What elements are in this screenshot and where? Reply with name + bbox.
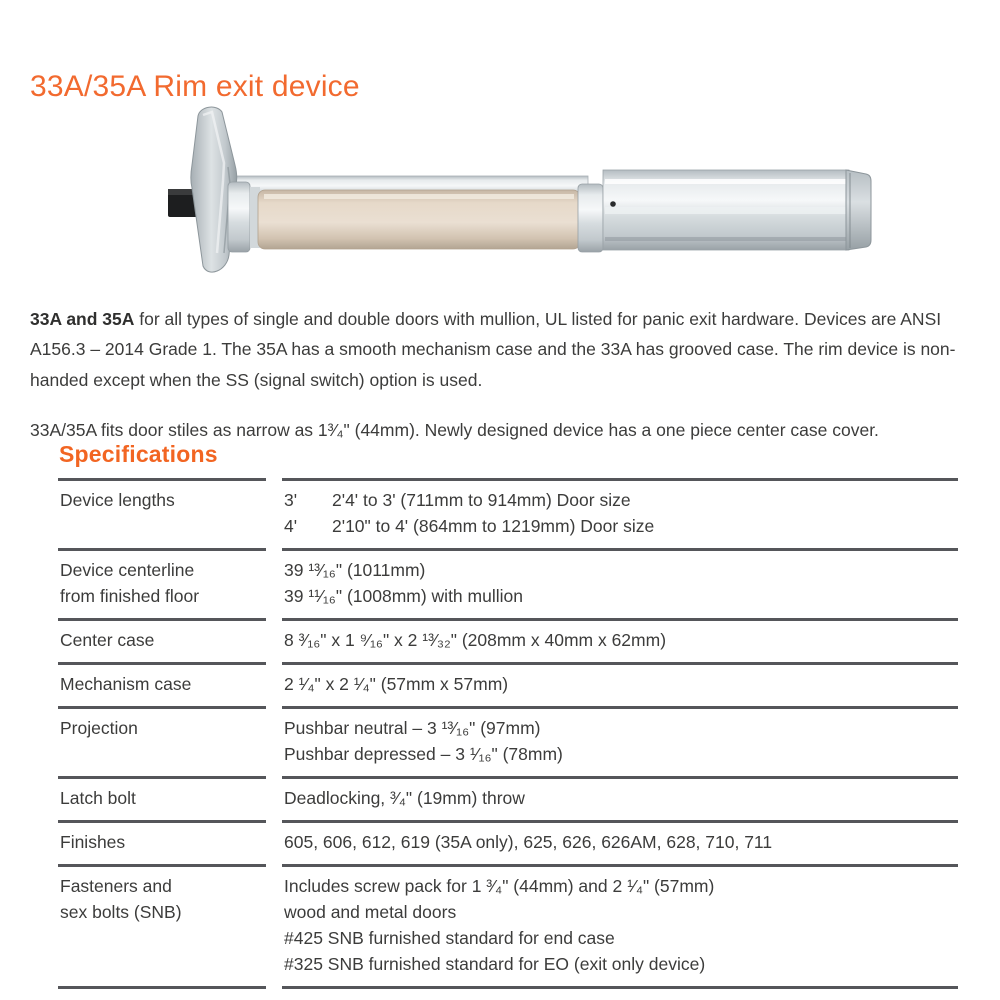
spec-label-line: Mechanism case [60, 674, 192, 694]
length-size: 3' [284, 490, 298, 510]
pushbar-collar-right [578, 184, 603, 252]
spec-value-line: #325 SNB furnished standard for EO (exit only device) [284, 954, 706, 974]
intro-paragraph [30, 304, 980, 396]
spec-value-line: Pushbar neutral – 3 ¹³⁄₁₆" (97mm) [284, 718, 541, 738]
spec-label-projection [58, 706, 266, 776]
page-title: 33A/35A Rim exit device [30, 70, 360, 104]
spec-label-line: Fasteners and [60, 876, 172, 896]
length-size: 4' [284, 516, 298, 536]
spec-value-fasteners [282, 864, 958, 989]
spec-value-projection [282, 706, 958, 776]
spec-label-line: from finished floor [60, 586, 200, 606]
spec-label-mechanism-case [58, 662, 266, 706]
spec-value-device-centerline [282, 548, 958, 618]
screw-hole [610, 201, 616, 207]
spec-label-line: Projection [60, 718, 138, 738]
spec-label-center-case [58, 618, 266, 662]
spec-label-fasteners [58, 864, 266, 989]
spec-value-device-lengths [282, 478, 958, 548]
intro-lead: 33A and 35A [30, 308, 135, 329]
spec-value-line: Pushbar depressed – 3 ¹⁄₁₆" (78mm) [284, 744, 563, 764]
spec-value-line: Deadlocking, ³⁄₄" (19mm) throw [284, 788, 525, 808]
spec-label-device-centerline [58, 548, 266, 618]
product-photo [140, 103, 900, 285]
specifications-section [58, 441, 958, 989]
spec-value-line: 2 ¹⁄₄" x 2 ¹⁄₄" (57mm x 57mm) [284, 674, 509, 694]
door-stile-note: 33A/35A fits door stiles as narrow as 1³⁄₄" (44mm). Newly designed device has a one piece center case cover. [30, 419, 879, 440]
length-range: 2'10" to 4' (864mm to 1219mm) Door size [332, 516, 655, 536]
exit-device-illustration [140, 103, 900, 285]
spec-value-line: Includes screw pack for 1 ³⁄₄" (44mm) and 2 ¹⁄₄" (57mm) [284, 876, 715, 896]
specifications-table [58, 478, 958, 989]
spec-label-line: Latch bolt [60, 788, 136, 808]
specifications-heading: Specifications [59, 441, 218, 467]
pushbar-collar-left [228, 182, 250, 252]
spec-label-line: Device lengths [60, 490, 175, 510]
spec-label-line: Center case [60, 630, 155, 650]
spec-value-line: 605, 606, 612, 619 (35A only), 625, 626, 626AM, 628, 710, 711 [284, 832, 773, 852]
spec-value-line: 39 ¹¹⁄₁₆" (1008mm) with mullion [284, 586, 523, 606]
spec-value-line: #425 SNB furnished standard for end case [284, 928, 615, 948]
spec-value-center-case [282, 618, 958, 662]
length-range: 2'4' to 3' (711mm to 914mm) Door size [332, 490, 631, 510]
spec-value-latch-bolt [282, 776, 958, 820]
device-length-entry [284, 513, 958, 539]
spec-value-mechanism-case [282, 662, 958, 706]
intro-rest: for all types of single and double doors with mullion, UL listed for panic exit hardware. Devices are ANSI A156.3 – 2014 Grade 1. The 35A has a smooth mechanism case and the 33A has grooved case. The rim device is non-handed except when the SS (signal switch) option is used. [30, 308, 956, 391]
spec-label-line: sex bolts (SNB) [60, 902, 182, 922]
spec-label-device-lengths [58, 478, 266, 548]
spec-value-line: 39 ¹³⁄₁₆" (1011mm) [284, 560, 426, 580]
spec-label-line: Device centerline [60, 560, 195, 580]
spec-value-line: wood and metal doors [284, 902, 457, 922]
device-length-entry [284, 487, 958, 513]
spec-label-line: Finishes [60, 832, 126, 852]
spec-value-finishes [282, 820, 958, 864]
spec-value-line: 8 ³⁄₁₆" x 1 ⁹⁄₁₆" x 2 ¹³⁄₃₂" (208mm x 40mm x 62mm) [284, 630, 667, 650]
spec-label-finishes [58, 820, 266, 864]
spec-label-latch-bolt [58, 776, 266, 820]
